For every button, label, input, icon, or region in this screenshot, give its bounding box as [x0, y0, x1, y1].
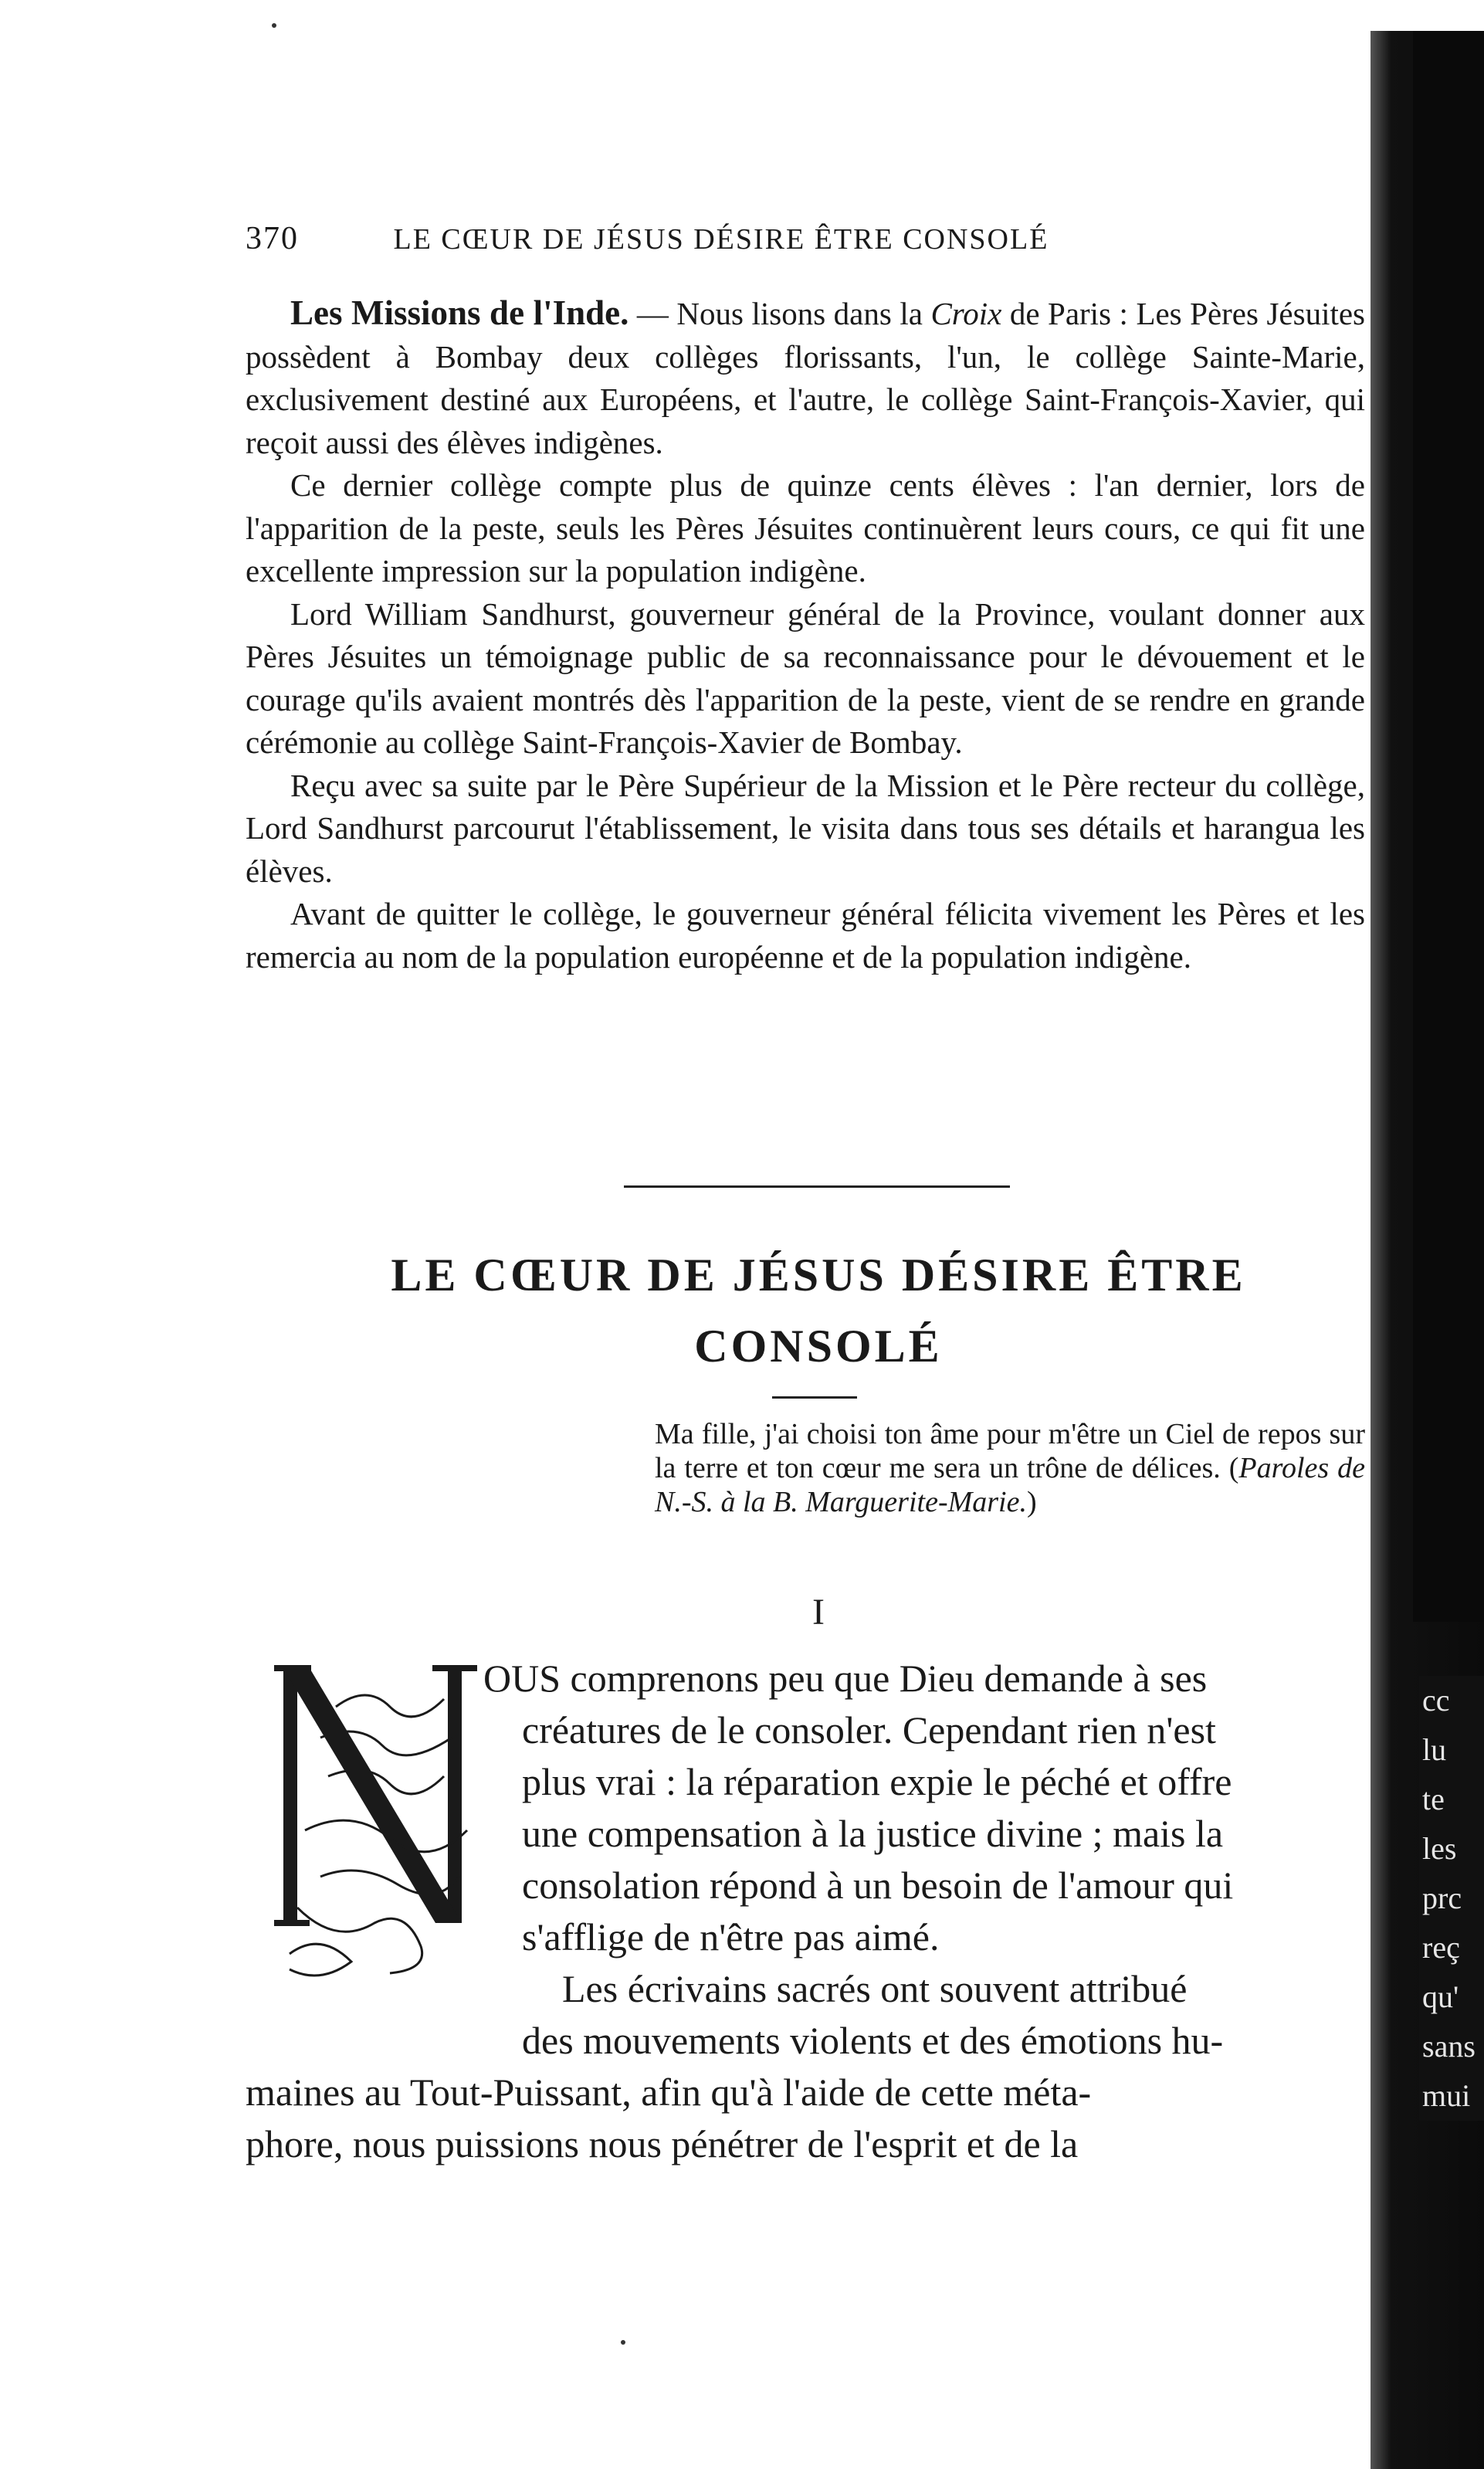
ink-speck [621, 2340, 625, 2345]
page-number: 370 [246, 221, 299, 256]
fragment: te [1419, 1775, 1484, 1824]
epigraph-close: ) [1026, 1486, 1037, 1518]
dark-scan-edge-upper [1413, 31, 1484, 1622]
section-title-line2: CONSOLÉ [694, 1321, 943, 1372]
body-line: des mouvements violents et des émotions hu- [522, 2019, 1224, 2062]
notice-intro-b: de Paris : Les Pères Jésuites possèdent à Bombay deux collèges florissants, l'un, le collège Sainte-Marie, exclusivement destiné aux Européens, et l'autre, le collège Saint-François-Xavier, qui reçoit aussi des élèves indigènes. [246, 296, 1366, 460]
adjacent-page-fragments [1419, 1676, 1484, 2121]
running-head [246, 220, 1265, 257]
fragment: lu [1419, 1725, 1484, 1775]
body-line: consolation répond à un besoin de l'amour qui [522, 1864, 1234, 1907]
fragment: prc [1419, 1874, 1484, 1923]
section-divider [624, 1185, 1010, 1188]
chapter-numeral: I [812, 1592, 825, 1633]
notice-paragraph: Ce dernier collège compte plus de quinze cents élèves : l'an dernier, lors de l'apparition de la peste, seuls les Pères Jésuites continuèrent leurs cours, ce qui fit une excellente impression sur la population indigène. [246, 467, 1365, 588]
body-line: OUS comprenons peu que Dieu demande à ses [483, 1657, 1208, 1700]
body-line: plus vrai : la réparation expie le péché et offre [522, 1760, 1232, 1803]
notice-paragraph: Lord William Sandhurst, gouverneur général de la Province, voulant donner aux Pères Jésuites un témoignage public de sa reconnaissance pour le dévouement et le courage qu'ils avaient montrés dès l'apparition de la peste, vient de se rendre en grande cérémonie au collège Saint-François-Xavier de Bombay. [246, 595, 1365, 760]
body-line: Les écrivains sacrés ont souvent attribué [562, 1967, 1188, 2010]
body-line: phore, nous puissions nous pénétrer de l'esprit et de la [246, 2122, 1079, 2165]
missions-notice [246, 292, 1365, 978]
body-line: créatures de le consoler. Cependant rien n'est [522, 1708, 1216, 1752]
epigraph-source: Paroles de N.-S. à la B. Marguerite-Marie. [655, 1452, 1366, 1518]
body-line: maines au Tout-Puissant, afin qu'à l'aide de cette méta- [246, 2071, 1092, 2114]
running-title: LE CŒUR DE JÉSUS DÉSIRE ÊTRE CONSOLÉ [393, 223, 1049, 256]
fragment: mui [1419, 2071, 1484, 2121]
notice-intro-a: — Nous lisons dans la [628, 296, 931, 331]
newspaper-name: Croix [930, 296, 1002, 331]
section-title-line1: LE CŒUR DE JÉSUS DÉSIRE ÊTRE [391, 1250, 1246, 1301]
fragment: sans [1419, 2022, 1484, 2071]
notice-paragraph: Reçu avec sa suite par le Père Supérieur de la Mission et le Père recteur du collège, Lord Sandhurst parcourut l'établissement, le visita dans tous ses détails et harangua les élèves. [246, 767, 1365, 889]
epigraph [655, 1417, 1365, 1519]
section-title [293, 1240, 1343, 1382]
notice-paragraph: Avant de quitter le collège, le gouverneur général félicita vivement les Pères et les remercia au nom de la population européenne et de la population indigène. [246, 896, 1365, 975]
fragment: les [1419, 1824, 1484, 1874]
body-line: une compensation à la justice divine ; mais la [522, 1812, 1224, 1855]
fragment: qu' [1419, 1972, 1484, 2022]
chapter-body [246, 1653, 1365, 2170]
notice-heading: Les Missions de l'Inde. [290, 293, 629, 332]
notice-intro [246, 292, 1365, 464]
body-line: s'afflige de n'être pas aimé. [522, 1915, 940, 1959]
fragment: cc [1419, 1676, 1484, 1725]
epigraph-text: Ma fille, j'ai choisi ton âme pour m'être un Ciel de repos sur la terre et ton cœur me sera un trône de délices. ( [655, 1418, 1365, 1484]
ink-speck [272, 23, 276, 28]
title-rule [772, 1396, 857, 1399]
fragment: reç [1419, 1923, 1484, 1972]
